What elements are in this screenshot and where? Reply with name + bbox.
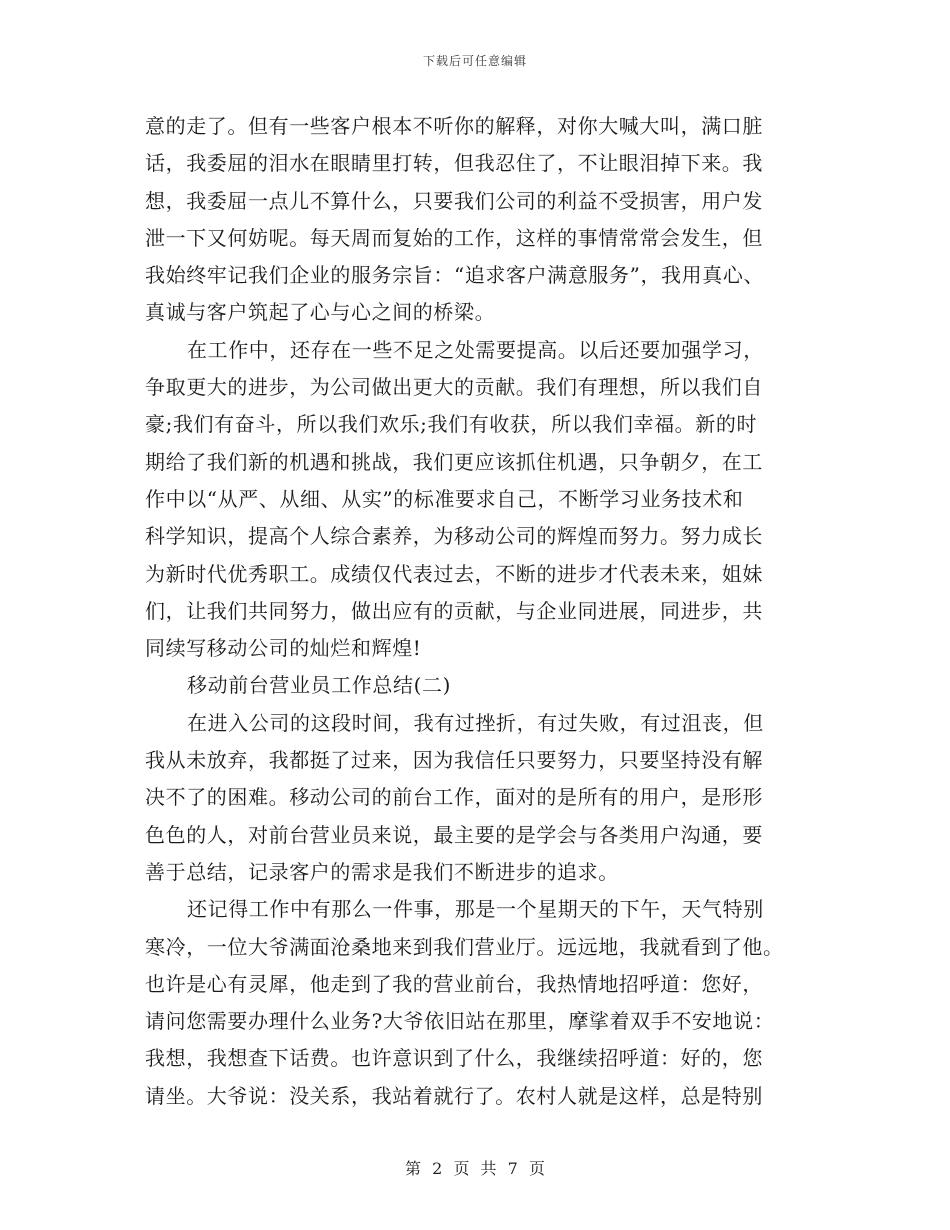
text-line: 在进入公司的这段时间，我有过挫折，有过失败，有过沮丧，但 (187, 710, 764, 735)
text-line: 想，我委屈一点儿不算什么，只要我们公司的利益不受损害，用户发 (145, 188, 763, 213)
text-line: 话，我委屈的泪水在眼睛里打转，但我忍住了，不让眼泪掉下来。我 (145, 151, 763, 176)
text-line: 豪;我们有奋斗，所以我们欢乐;我们有收获，所以我们幸福。新的时 (145, 412, 758, 437)
text-line: 作中以“从严、从细、从实”的标准要求自己，不断学习业务技术和 (145, 486, 744, 511)
text-line: 也许是心有灵犀，他走到了我的营业前台，我热情地招呼道：您好， (145, 971, 763, 996)
text-line: 们，让我们共同努力，做出应有的贡献，与企业同进展，同进步，共 (145, 598, 763, 623)
page-footer (0, 1156, 950, 1179)
text-line: 寒冷，一位大爷满面沧桑地来到我们营业厅。远远地，我就看到了他。 (145, 934, 784, 959)
text-line: 我想，我想查下话费。也许意识到了什么，我继续招呼道：好的，您 (145, 1046, 763, 1071)
document-body (145, 108, 805, 1115)
text-line: 泄一下又何妨呢。每天周而复始的工作，这样的事情常常会发生，但 (145, 225, 763, 250)
text-line: 决不了的困难。移动公司的前台工作，面对的是所有的用户，是形形 (145, 785, 763, 810)
text-line: 同续写移动公司的灿烂和辉煌! (145, 636, 422, 661)
text-line: 请坐。大爷说：没关系，我站着就行了。农村人就是这样，总是特别 (145, 1083, 763, 1108)
text-line: 我始终牢记我们企业的服务宗旨：“追求客户满意服务”，我用真心、 (145, 263, 765, 288)
footer-prefix: 第 (405, 1159, 422, 1178)
text-line: 争取更大的进步，为公司做出更大的贡献。我们有理想，所以我们自 (145, 375, 763, 400)
text-line: 意的走了。但有一些客户根本不听你的解释，对你大喊大叫，满口脏 (145, 114, 763, 138)
text-line: 善于总结，记录客户的需求是我们不断进步的追求。 (145, 859, 619, 884)
text-line: 期给了我们新的机遇和挑战，我们更应该抓住机遇，只争朝夕，在工 (145, 449, 763, 474)
footer-current-page: 2 (432, 1159, 443, 1178)
footer-total-pages: 7 (507, 1159, 518, 1178)
header-note: 下载后可任意编辑 (422, 54, 527, 68)
text-line: 移动前台营业员工作总结(二) (187, 673, 452, 698)
footer-total-label: 共 (480, 1159, 497, 1178)
text-line: 还记得工作中有那么一件事，那是一个星期天的下午，天气特别 (187, 897, 764, 922)
footer-suffix: 页 (528, 1159, 545, 1178)
footer-page-unit: 页 (453, 1159, 470, 1178)
text-line: 为新时代优秀职工。成绩仅代表过去，不断的进步才代表未来，姐妹 (145, 561, 763, 586)
text-line: 科学知识，提高个人综合素养，为移动公司的辉煌而努力。努力成长 (145, 524, 763, 549)
text-line: 在工作中，还存在一些不足之处需要提高。以后还要加强学习， (187, 337, 764, 362)
text-line: 色色的人，对前台营业员来说，最主要的是学会与各类用户沟通，要 (145, 822, 763, 847)
text-line: 我从未放弃，我都挺了过来，因为我信任只要努力，只要坚持没有解 (145, 748, 763, 773)
text-line: 请问您需要办理什么业务?大爷依旧站在那里，摩挲着双手不安地说： (145, 1009, 775, 1034)
text-line: 真诚与客户筑起了心与心之间的桥梁。 (145, 300, 496, 325)
